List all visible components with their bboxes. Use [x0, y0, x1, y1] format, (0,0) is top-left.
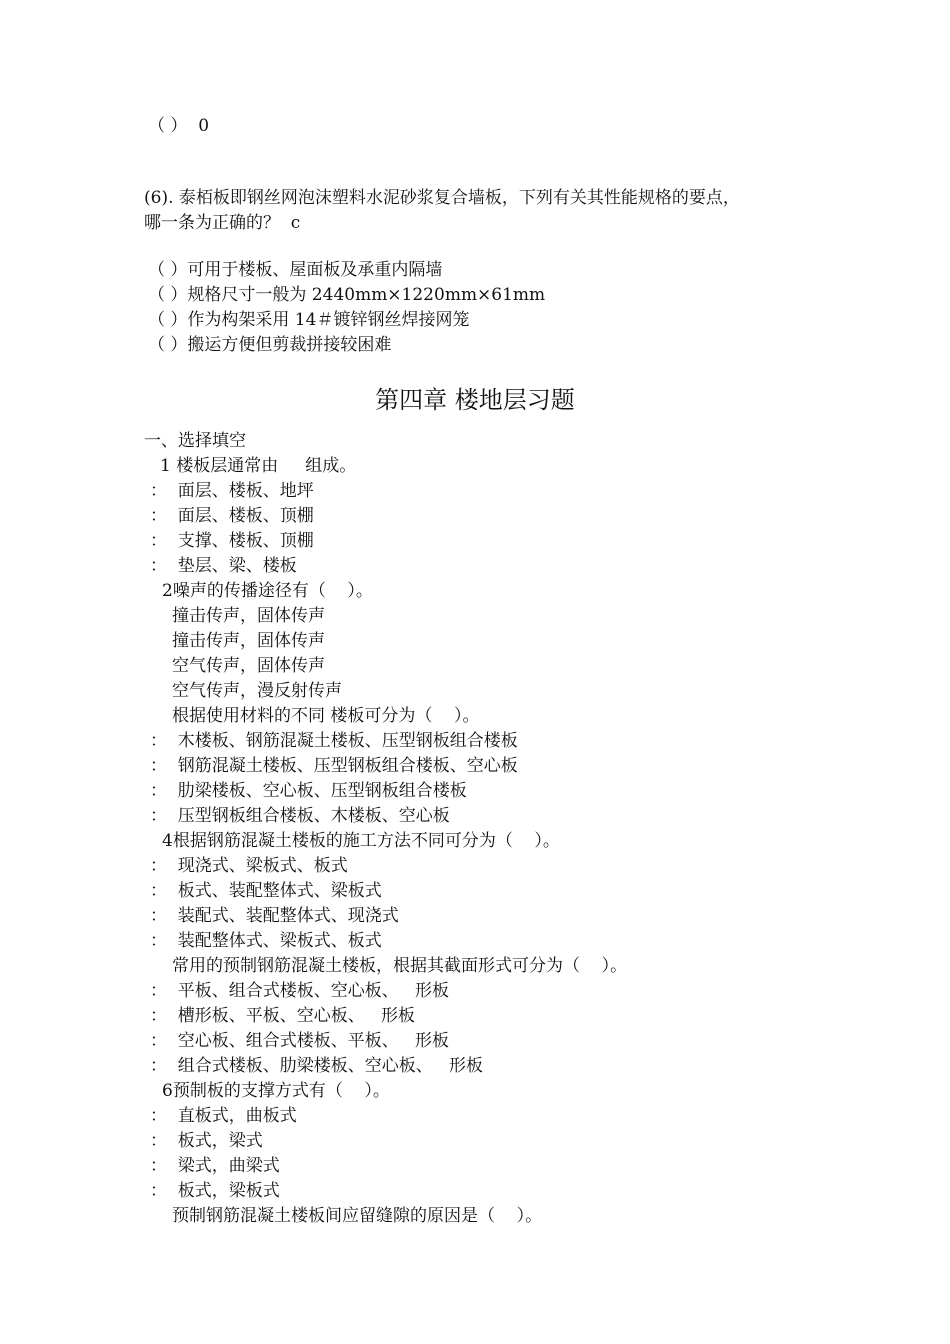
question-stem: 1 楼板层通常由 组成。 [160, 456, 357, 476]
question-option: ： 垫层、梁、楼板 [150, 556, 297, 576]
question-option: ： 木楼板、钢筋混凝土楼板、压型钢板组合楼板 [150, 731, 518, 751]
question-option: ： 板式，梁式 [150, 1131, 263, 1151]
question-stem: 2噪声的传播途径有（ ）。 [162, 581, 373, 601]
question-stem: 6预制板的支撑方式有（ ）。 [162, 1081, 390, 1101]
question-option: ： 肋梁楼板、空心板、压型钢板组合楼板 [150, 781, 467, 801]
question-option: 撞击传声，固体传声 [172, 631, 325, 651]
question-option: ： 空心板、组合式楼板、平板、 形板 [150, 1031, 450, 1051]
question-option: 撞击传声，固体传声 [172, 606, 325, 626]
q6-option: （ ）规格尺寸一般为 2440mm×1220mm×61mm [148, 285, 546, 305]
q6-option: （ ）搬运方便但剪裁拼接较困难 [148, 335, 392, 355]
chapter-title: 第四章 楼地层习题 [375, 386, 575, 414]
question-option: 空气传声，漫反射传声 [172, 681, 342, 701]
question-option: ： 装配式、装配整体式、现浇式 [150, 906, 399, 926]
question-option: ： 板式、装配整体式、梁板式 [150, 881, 382, 901]
question-option: ： 装配整体式、梁板式、板式 [150, 931, 382, 951]
question-option: ： 组合式楼板、肋梁楼板、空心板、 形板 [150, 1056, 484, 1076]
question-stem: 4根据钢筋混凝土楼板的施工方法不同可分为（ ）。 [162, 831, 560, 851]
question-option: ： 板式，梁板式 [150, 1181, 280, 1201]
q6-stem-line-2: 哪一条为正确的？ c [144, 213, 301, 233]
question-stem: 常用的预制钢筋混凝土楼板，根据其截面形式可分为（ ）。 [172, 956, 628, 976]
question-option: ： 压型钢板组合楼板、木楼板、空心板 [150, 806, 450, 826]
question-option: ： 钢筋混凝土楼板、压型钢板组合楼板、空心板 [150, 756, 518, 776]
question-option: ： 平板、组合式楼板、空心板、 形板 [150, 981, 450, 1001]
q6-stem-line-1: (6). 泰栢板即钢丝网泡沫塑料水泥砂浆复合墙板，下列有关其性能规格的要点， [144, 188, 740, 208]
question-option: ： 槽形板、平板、空心板、 形板 [150, 1006, 416, 1026]
question-option: ： 直板式，曲板式 [150, 1106, 297, 1126]
question-option: ： 面层、楼板、顶棚 [150, 506, 314, 526]
question-option: ： 支撑、楼板、顶棚 [150, 531, 314, 551]
question-option: ： 面层、楼板、地坪 [150, 481, 314, 501]
q6-option: （ ）可用于楼板、屋面板及承重内隔墙 [148, 260, 443, 280]
q6-option: （ ）作为构架采用 14＃镀锌钢丝焊接网笼 [148, 310, 470, 330]
question-stem: 根据使用材料的不同 楼板可分为（ ）。 [172, 706, 480, 726]
question-option: 空气传声，固体传声 [172, 656, 325, 676]
question-option: ： 梁式，曲梁式 [150, 1156, 280, 1176]
question-option: ： 现浇式、梁板式、板式 [150, 856, 348, 876]
blank-answer-line: （ ） 0 [148, 116, 210, 136]
section-heading: 一、选择填空 [144, 431, 246, 451]
question-stem: 预制钢筋混凝土楼板间应留缝隙的原因是（ ）。 [172, 1206, 543, 1226]
